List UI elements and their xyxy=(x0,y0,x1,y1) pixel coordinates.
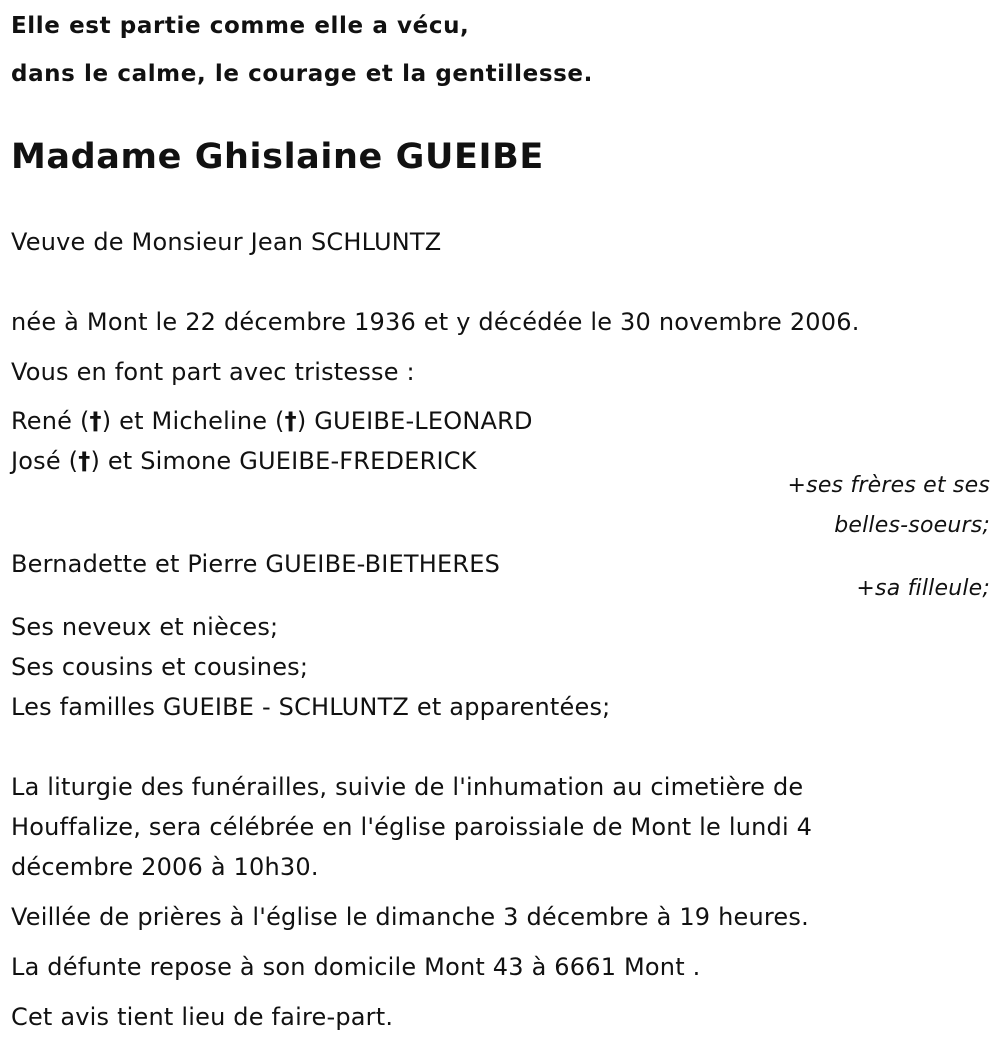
announcement-intro: Vous en font part avec tristesse : xyxy=(11,358,415,386)
birth-death-line: née à Mont le 22 décembre 1936 et y décédée le 30 novembre 2006. xyxy=(11,308,860,336)
funeral-line-3: décembre 2006 à 10h30. xyxy=(11,853,319,881)
vigil-line: Veillée de prières à l'église le dimanche 3 décembre à 19 heures. xyxy=(11,903,809,931)
cross-icon: † xyxy=(284,407,297,435)
quote-line-2: dans le calme, le courage et la gentillesse. xyxy=(11,61,593,87)
relatives-line-1: Ses neveux et nièces; xyxy=(11,613,279,641)
family-line-2-before: José ( xyxy=(11,447,79,475)
cross-icon: † xyxy=(78,447,91,475)
relatives-line-3: Les familles GUEIBE - SCHLUNTZ et apparentées; xyxy=(11,693,611,721)
family-line-2-after: ) et Simone GUEIBE-FREDERICK xyxy=(90,447,477,475)
quote-line-1: Elle est partie comme elle a vécu, xyxy=(11,13,470,39)
family-line-1-after: ) GUEIBE-LEONARD xyxy=(296,407,533,435)
family-line-2 xyxy=(11,446,477,476)
family-line-1 xyxy=(11,406,533,436)
closing-line: Cet avis tient lieu de faire-part. xyxy=(11,1003,394,1031)
family-line-1-middle: ) et Micheline ( xyxy=(101,407,285,435)
note-siblings-line-2: belles-soeurs; xyxy=(834,513,990,538)
family-line-1-before: René ( xyxy=(11,407,90,435)
note-siblings-line-1: +ses frères et ses xyxy=(787,473,990,498)
funeral-line-2: Houffalize, sera célébrée en l'église paroissiale de Mont le lundi 4 xyxy=(11,813,813,841)
cross-icon: † xyxy=(89,407,102,435)
spouse-line: Veuve de Monsieur Jean SCHLUNTZ xyxy=(11,228,442,256)
funeral-line-1: La liturgie des funérailles, suivie de l'inhumation au cimetière de xyxy=(11,773,804,801)
note-goddaughter: +sa filleule; xyxy=(856,576,990,601)
rest-line: La défunte repose à son domicile Mont 43 à 6661 Mont . xyxy=(11,953,701,981)
deceased-name: Madame Ghislaine GUEIBE xyxy=(11,137,544,177)
relatives-line-2: Ses cousins et cousines; xyxy=(11,653,309,681)
goddaughter-parents: Bernadette et Pierre GUEIBE-BIETHERES xyxy=(11,550,501,578)
